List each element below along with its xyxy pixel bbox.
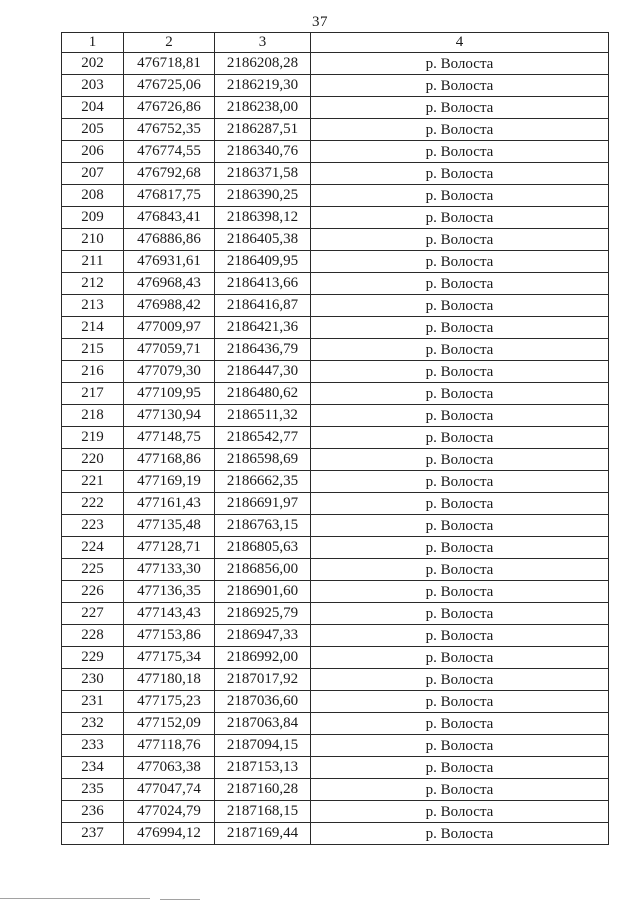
description-cell: р. Волоста [311, 757, 609, 779]
x-coordinate-cell: 477136,35 [124, 581, 215, 603]
point-number-cell: 216 [62, 361, 124, 383]
description-cell: р. Волоста [311, 559, 609, 581]
y-coordinate-cell: 2187036,60 [215, 691, 311, 713]
point-number-cell: 206 [62, 141, 124, 163]
y-coordinate-cell: 2186992,00 [215, 647, 311, 669]
y-coordinate-cell: 2186340,76 [215, 141, 311, 163]
x-coordinate-cell: 476931,61 [124, 251, 215, 273]
point-number-cell: 230 [62, 669, 124, 691]
y-coordinate-cell: 2186371,58 [215, 163, 311, 185]
description-cell: р. Волоста [311, 251, 609, 273]
point-number-cell: 229 [62, 647, 124, 669]
scan-artifact-line [160, 899, 200, 900]
table-row [62, 735, 609, 757]
description-cell: р. Волоста [311, 207, 609, 229]
point-number-cell: 223 [62, 515, 124, 537]
table-row [62, 427, 609, 449]
y-coordinate-cell: 2186287,51 [215, 119, 311, 141]
point-number-cell: 237 [62, 823, 124, 845]
x-coordinate-cell: 476817,75 [124, 185, 215, 207]
description-cell: р. Волоста [311, 141, 609, 163]
y-coordinate-cell: 2186542,77 [215, 427, 311, 449]
table-row [62, 361, 609, 383]
y-coordinate-cell: 2187168,15 [215, 801, 311, 823]
table-row [62, 493, 609, 515]
table-row [62, 207, 609, 229]
table-row [62, 97, 609, 119]
table-row [62, 119, 609, 141]
x-coordinate-cell: 476968,43 [124, 273, 215, 295]
x-coordinate-cell: 477009,97 [124, 317, 215, 339]
x-coordinate-cell: 477153,86 [124, 625, 215, 647]
header-col-1: 1 [62, 33, 124, 53]
y-coordinate-cell: 2187169,44 [215, 823, 311, 845]
page-number: 37 [312, 14, 328, 30]
description-cell: р. Волоста [311, 229, 609, 251]
scan-artifact-line [0, 898, 150, 899]
y-coordinate-cell: 2186511,32 [215, 405, 311, 427]
table-row [62, 669, 609, 691]
x-coordinate-cell: 476994,12 [124, 823, 215, 845]
table-row [62, 163, 609, 185]
description-cell: р. Волоста [311, 801, 609, 823]
y-coordinate-cell: 2186219,30 [215, 75, 311, 97]
x-coordinate-cell: 476726,86 [124, 97, 215, 119]
description-cell: р. Волоста [311, 273, 609, 295]
description-cell: р. Волоста [311, 515, 609, 537]
description-cell: р. Волоста [311, 317, 609, 339]
x-coordinate-cell: 477109,95 [124, 383, 215, 405]
x-coordinate-cell: 477175,23 [124, 691, 215, 713]
description-cell: р. Волоста [311, 713, 609, 735]
y-coordinate-cell: 2186662,35 [215, 471, 311, 493]
description-cell: р. Волоста [311, 603, 609, 625]
y-coordinate-cell: 2186598,69 [215, 449, 311, 471]
description-cell: р. Волоста [311, 493, 609, 515]
table-row [62, 779, 609, 801]
y-coordinate-cell: 2187063,84 [215, 713, 311, 735]
point-number-cell: 210 [62, 229, 124, 251]
y-coordinate-cell: 2186480,62 [215, 383, 311, 405]
y-coordinate-cell: 2186413,66 [215, 273, 311, 295]
point-number-cell: 202 [62, 53, 124, 75]
table-row [62, 141, 609, 163]
x-coordinate-cell: 477118,76 [124, 735, 215, 757]
y-coordinate-cell: 2186805,63 [215, 537, 311, 559]
y-coordinate-cell: 2186901,60 [215, 581, 311, 603]
y-coordinate-cell: 2186436,79 [215, 339, 311, 361]
description-cell: р. Волоста [311, 295, 609, 317]
x-coordinate-cell: 476774,55 [124, 141, 215, 163]
x-coordinate-cell: 477133,30 [124, 559, 215, 581]
x-coordinate-cell: 477128,71 [124, 537, 215, 559]
point-number-cell: 234 [62, 757, 124, 779]
x-coordinate-cell: 477059,71 [124, 339, 215, 361]
point-number-cell: 203 [62, 75, 124, 97]
table-row [62, 515, 609, 537]
x-coordinate-cell: 477175,34 [124, 647, 215, 669]
table-row [62, 185, 609, 207]
table-row [62, 603, 609, 625]
x-coordinate-cell: 477135,48 [124, 515, 215, 537]
y-coordinate-cell: 2186390,25 [215, 185, 311, 207]
y-coordinate-cell: 2186421,36 [215, 317, 311, 339]
point-number-cell: 232 [62, 713, 124, 735]
description-cell: р. Волоста [311, 735, 609, 757]
table-row [62, 647, 609, 669]
point-number-cell: 209 [62, 207, 124, 229]
point-number-cell: 220 [62, 449, 124, 471]
point-number-cell: 205 [62, 119, 124, 141]
y-coordinate-cell: 2187094,15 [215, 735, 311, 757]
description-cell: р. Волоста [311, 669, 609, 691]
table-header [62, 33, 609, 53]
header-col-4: 4 [311, 33, 609, 53]
table-row [62, 383, 609, 405]
x-coordinate-cell: 477079,30 [124, 361, 215, 383]
point-number-cell: 217 [62, 383, 124, 405]
header-col-2: 2 [124, 33, 215, 53]
description-cell: р. Волоста [311, 625, 609, 647]
point-number-cell: 212 [62, 273, 124, 295]
table-row [62, 75, 609, 97]
x-coordinate-cell: 476792,68 [124, 163, 215, 185]
description-cell: р. Волоста [311, 383, 609, 405]
point-number-cell: 225 [62, 559, 124, 581]
x-coordinate-cell: 477024,79 [124, 801, 215, 823]
table-row [62, 471, 609, 493]
point-number-cell: 226 [62, 581, 124, 603]
x-coordinate-cell: 476752,35 [124, 119, 215, 141]
point-number-cell: 213 [62, 295, 124, 317]
y-coordinate-cell: 2186947,33 [215, 625, 311, 647]
table-row [62, 559, 609, 581]
point-number-cell: 235 [62, 779, 124, 801]
x-coordinate-cell: 477168,86 [124, 449, 215, 471]
x-coordinate-cell: 476843,41 [124, 207, 215, 229]
point-number-cell: 224 [62, 537, 124, 559]
x-coordinate-cell: 476988,42 [124, 295, 215, 317]
description-cell: р. Волоста [311, 361, 609, 383]
description-cell: р. Волоста [311, 691, 609, 713]
y-coordinate-cell: 2186925,79 [215, 603, 311, 625]
table-row [62, 537, 609, 559]
point-number-cell: 227 [62, 603, 124, 625]
description-cell: р. Волоста [311, 75, 609, 97]
y-coordinate-cell: 2186763,15 [215, 515, 311, 537]
y-coordinate-cell: 2187153,13 [215, 757, 311, 779]
description-cell: р. Волоста [311, 823, 609, 845]
description-cell: р. Волоста [311, 779, 609, 801]
y-coordinate-cell: 2187160,28 [215, 779, 311, 801]
description-cell: р. Волоста [311, 537, 609, 559]
table-row [62, 229, 609, 251]
y-coordinate-cell: 2186398,12 [215, 207, 311, 229]
y-coordinate-cell: 2187017,92 [215, 669, 311, 691]
description-cell: р. Волоста [311, 581, 609, 603]
point-number-cell: 222 [62, 493, 124, 515]
table-row [62, 317, 609, 339]
x-coordinate-cell: 477169,19 [124, 471, 215, 493]
point-number-cell: 211 [62, 251, 124, 273]
table-row [62, 757, 609, 779]
point-number-cell: 218 [62, 405, 124, 427]
x-coordinate-cell: 477148,75 [124, 427, 215, 449]
x-coordinate-cell: 477152,09 [124, 713, 215, 735]
x-coordinate-cell: 477063,38 [124, 757, 215, 779]
y-coordinate-cell: 2186447,30 [215, 361, 311, 383]
point-number-cell: 231 [62, 691, 124, 713]
y-coordinate-cell: 2186405,38 [215, 229, 311, 251]
x-coordinate-cell: 476886,86 [124, 229, 215, 251]
point-number-cell: 207 [62, 163, 124, 185]
x-coordinate-cell: 477180,18 [124, 669, 215, 691]
point-number-cell: 214 [62, 317, 124, 339]
point-number-cell: 219 [62, 427, 124, 449]
description-cell: р. Волоста [311, 119, 609, 141]
point-number-cell: 208 [62, 185, 124, 207]
header-col-3: 3 [215, 33, 311, 53]
point-number-cell: 215 [62, 339, 124, 361]
table-row [62, 53, 609, 75]
description-cell: р. Волоста [311, 339, 609, 361]
description-cell: р. Волоста [311, 471, 609, 493]
x-coordinate-cell: 477130,94 [124, 405, 215, 427]
y-coordinate-cell: 2186416,87 [215, 295, 311, 317]
description-cell: р. Волоста [311, 427, 609, 449]
x-coordinate-cell: 476718,81 [124, 53, 215, 75]
description-cell: р. Волоста [311, 97, 609, 119]
description-cell: р. Волоста [311, 647, 609, 669]
point-number-cell: 236 [62, 801, 124, 823]
table-row [62, 801, 609, 823]
description-cell: р. Волоста [311, 449, 609, 471]
y-coordinate-cell: 2186691,97 [215, 493, 311, 515]
table-row [62, 339, 609, 361]
point-number-cell: 228 [62, 625, 124, 647]
x-coordinate-cell: 477143,43 [124, 603, 215, 625]
table-row [62, 823, 609, 845]
description-cell: р. Волоста [311, 405, 609, 427]
coordinates-table [61, 32, 609, 845]
point-number-cell: 233 [62, 735, 124, 757]
table-row [62, 405, 609, 427]
table-row [62, 625, 609, 647]
description-cell: р. Волоста [311, 163, 609, 185]
y-coordinate-cell: 2186856,00 [215, 559, 311, 581]
x-coordinate-cell: 476725,06 [124, 75, 215, 97]
y-coordinate-cell: 2186208,28 [215, 53, 311, 75]
description-cell: р. Волоста [311, 53, 609, 75]
point-number-cell: 204 [62, 97, 124, 119]
table-row [62, 581, 609, 603]
table-body [62, 53, 609, 845]
x-coordinate-cell: 477161,43 [124, 493, 215, 515]
table-row [62, 295, 609, 317]
table-row [62, 713, 609, 735]
header-row [62, 33, 609, 53]
table-row [62, 273, 609, 295]
y-coordinate-cell: 2186409,95 [215, 251, 311, 273]
x-coordinate-cell: 477047,74 [124, 779, 215, 801]
table-row [62, 251, 609, 273]
table-row [62, 691, 609, 713]
table-row [62, 449, 609, 471]
y-coordinate-cell: 2186238,00 [215, 97, 311, 119]
description-cell: р. Волоста [311, 185, 609, 207]
point-number-cell: 221 [62, 471, 124, 493]
